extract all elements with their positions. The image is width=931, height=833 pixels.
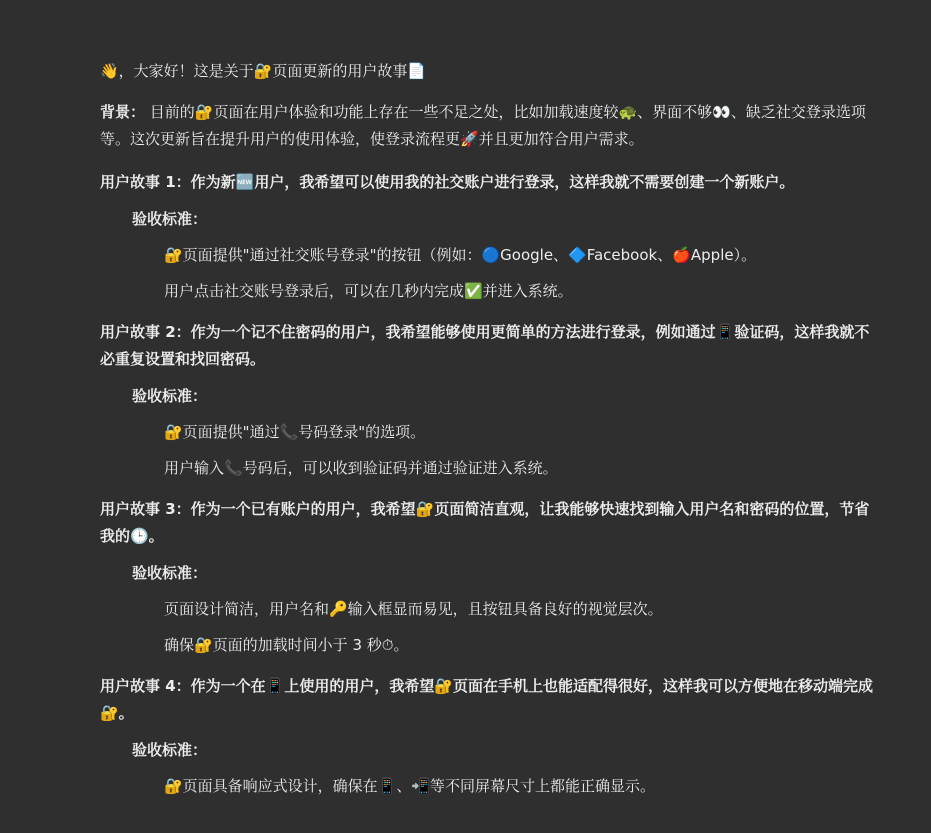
- story-title: 用户故事 1：作为新🆕用户，我希望可以使用我的社交账户进行登录，这样我就不需要创建一个新账户。: [100, 173, 795, 191]
- criteria-item: 页面设计简洁，用户名和🔑输入框显而易见，且按钮具备良好的视觉层次。: [164, 600, 663, 618]
- user-story-1: [100, 169, 880, 305]
- story-title: 用户故事 2：作为一个记不住密码的用户，我希望能够使用更简单的方法进行登录，例如通过📱验证码，这样我就不必重复设置和找回密码。: [100, 323, 870, 368]
- criteria-label: 验收标准：: [132, 387, 208, 405]
- background-label: 背景：: [100, 103, 146, 121]
- story-title: 用户故事 4：作为一个在📱上使用的用户，我希望🔐页面在手机上也能适配得很好，这样我可以方便地在移动端完成🔐。: [100, 677, 874, 722]
- background-paragraph: [100, 99, 880, 153]
- user-story-4: [100, 673, 880, 800]
- criteria-label: 验收标准：: [132, 564, 208, 582]
- user-story-3: [100, 496, 880, 659]
- criteria-item: 确保🔐页面的加载时间小于 3 秒⏱。: [164, 636, 409, 654]
- intro-text: 👋，大家好！这是关于🔐页面更新的用户故事📄: [100, 62, 427, 80]
- criteria-item: 用户点击社交账号登录后，可以在几秒内完成✅并进入系统。: [164, 282, 573, 300]
- criteria-label: 验收标准：: [132, 210, 208, 228]
- message-content: [100, 58, 880, 814]
- criteria-item: 🔐页面提供"通过社交账号登录"的按钮（例如：🔵Google、🔷Facebook、🍎Apple）。: [164, 246, 757, 264]
- background-text: 目前的🔐页面在用户体验和功能上存在一些不足之处，比如加载速度较🐢、界面不够👀、缺乏社交登录选项等。这次更新旨在提升用户的使用体验，使登录流程更🚀并且更加符合用户需求。: [100, 103, 866, 148]
- criteria-item: 🔐页面提供"通过📞号码登录"的选项。: [164, 423, 426, 441]
- criteria-item: 用户输入📞号码后，可以收到验证码并通过验证进入系统。: [164, 459, 558, 477]
- criteria-label: 验收标准：: [132, 741, 208, 759]
- story-title: 用户故事 3：作为一个已有账户的用户，我希望🔐页面简洁直观，让我能够快速找到输入用户名和密码的位置，节省我的🕒。: [100, 500, 870, 545]
- user-story-2: [100, 319, 880, 482]
- criteria-item: 🔐页面具备响应式设计，确保在📱、📲等不同屏幕尺寸上都能正确显示。: [164, 777, 656, 795]
